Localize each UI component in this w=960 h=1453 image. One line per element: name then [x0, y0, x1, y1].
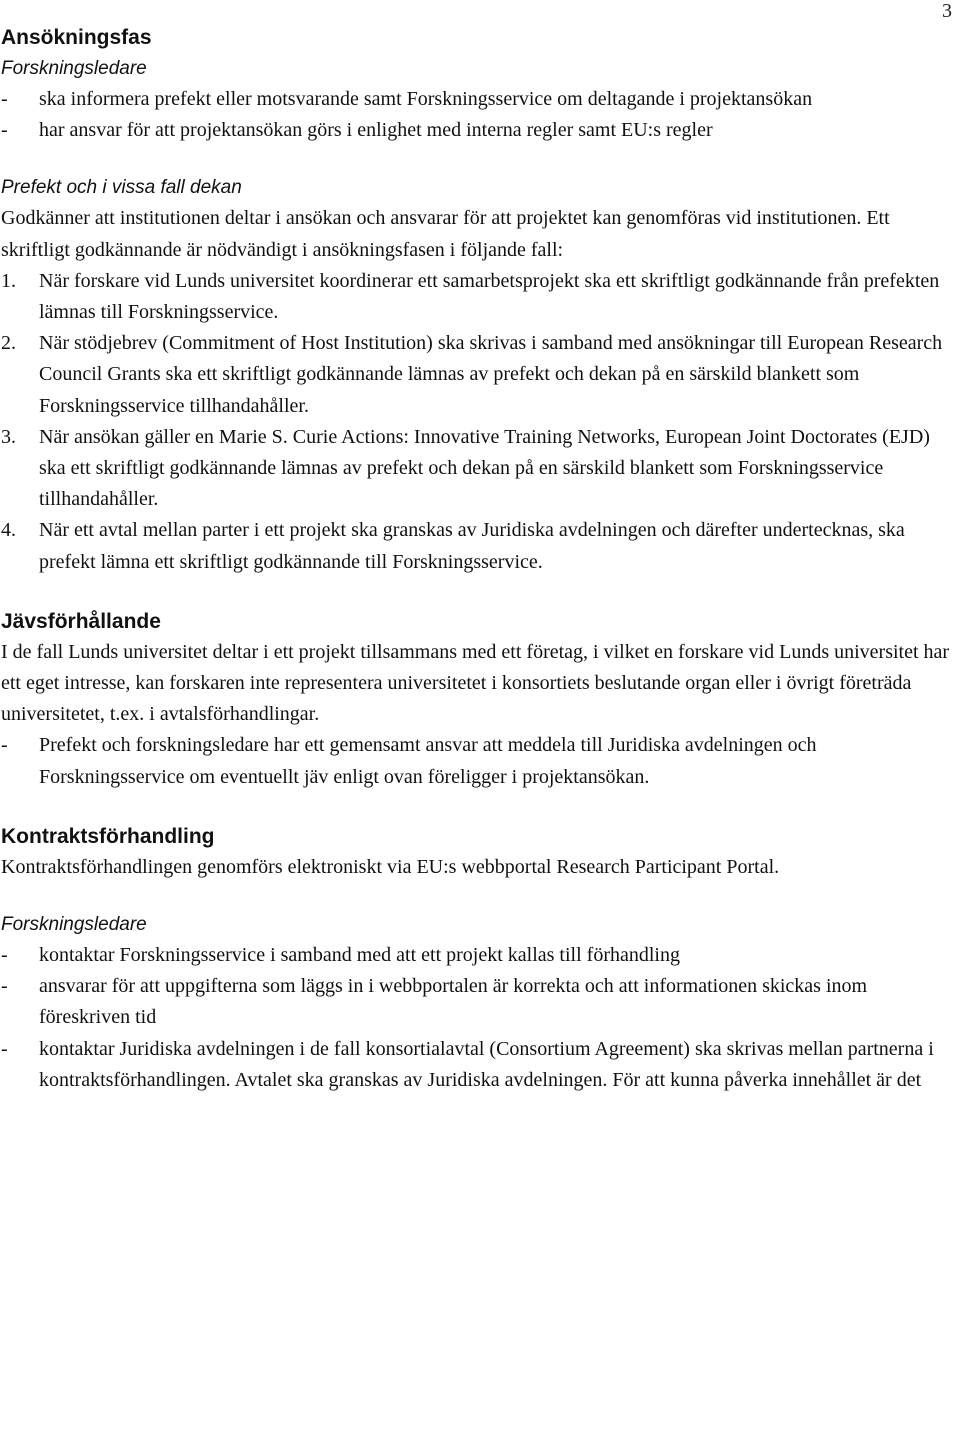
section-ansokningsfas [1, 22, 951, 578]
page-number: 3 [942, 0, 952, 22]
list-item-text: Prefekt och forskningsledare har ett gemensamt ansvar att meddela till Juridiska avdelningen och Forskningsservice om eventuellt jäv enligt ovan föreligger i projektansökan. [39, 734, 817, 788]
list-item [1, 940, 951, 971]
subheading-prefekt: Prefekt och i vissa fall dekan [1, 177, 242, 199]
list-item-text: kontaktar Forskningsservice i samband med att ett projekt kallas till förhandling [39, 944, 680, 967]
list-marker: - [1, 734, 8, 757]
paragraph: I de fall Lunds universitet deltar i ett projekt tillsammans med ett företag, i vilket en forskare vid Lunds universitet har ett eget intresse, kan forskaren inte representera universitetet i konsortiets beslutande organ eller i övrigt företräda universitetet, t.ex. i avtalsförhandlingar. [1, 640, 950, 726]
paragraph: Godkänner att institutionen deltar i ansökan och ansvarar för att projektet kan genomföras vid institutionen. Ett skriftligt godkännande är nödvändigt i ansökningsfasen i följande fall: [1, 207, 890, 261]
list-marker: - [1, 1037, 8, 1060]
numbered-item [1, 266, 951, 328]
list-item-text: kontaktar Juridiska avdelningen i de fall konsortialavtal (Consortium Agreement) ska skrivas mellan partnerna i kontraktsförhandlingen. Avtalet ska granskas av Juridiska avdelningen. För att kunna påverka innehållet är det [39, 1037, 934, 1091]
section-title: Kontraktsförhandling [1, 824, 215, 848]
section-kontraktsforhandling [1, 821, 951, 1096]
list-item [1, 971, 951, 1033]
list-item-text: När ansökan gäller en Marie S. Curie Actions: Innovative Training Networks, European Joint Doctorates (EJD) ska ett skriftligt godkännande lämnas av prefekt och dekan på en särskild blankett som Forskningsservice tillhandahåller. [39, 425, 930, 511]
numbered-item [1, 422, 951, 516]
document-body [1, 22, 951, 1096]
list-number: 3. [1, 425, 16, 448]
list-item-text: ska informera prefekt eller motsvarande samt Forskningsservice om deltagande i projektansökan [39, 88, 813, 110]
list-marker: - [1, 119, 8, 142]
list-item [1, 730, 951, 792]
section-title: Ansökningsfas [1, 26, 152, 49]
list-number: 4. [1, 519, 16, 542]
section-title: Jävsförhållande [1, 609, 161, 633]
list-item [1, 115, 951, 146]
list-item-text: När stödjebrev (Commitment of Host Institution) ska skrivas i samband med ansökningar till European Research Council Grants ska ett skriftligt godkännande lämnas av prefekt och dekan på en särskild blankett som Forskningsservice tillhandahåller. [39, 332, 943, 417]
list-item-text: När ett avtal mellan parter i ett projekt ska granskas av Juridiska avdelningen och därefter undertecknas, ska prefekt lämna ett skriftligt godkännande till Forskningsservice. [39, 519, 905, 573]
list-marker: - [1, 975, 8, 998]
subheading-forskningsledare: Forskningsledare [1, 58, 147, 79]
list-item-text: har ansvar för att projektansökan görs i enlighet med interna regler samt EU:s regler [39, 119, 713, 142]
section-javsforhallande [1, 606, 951, 793]
subheading-forskningsledare: Forskningsledare [1, 914, 147, 936]
paragraph: Kontraktsförhandlingen genomförs elektroniskt via EU:s webbportal Research Participant Portal. [1, 855, 780, 878]
list-item-text: ansvarar för att uppgifterna som läggs in i webbportalen är korrekta och att informationen skickas inom föreskriven tid [39, 975, 868, 1029]
numbered-item [1, 515, 951, 577]
list-number: 2. [1, 332, 16, 355]
list-marker: - [1, 944, 8, 967]
list-item-text: När forskare vid Lunds universitet koordinerar ett samarbetsprojekt ska ett skriftligt godkännande från prefekten lämnas till Forskningsservice. [39, 269, 940, 324]
numbered-item [1, 328, 951, 422]
list-marker: - [1, 88, 8, 110]
list-item [1, 84, 951, 115]
list-number: 1. [1, 269, 16, 292]
list-item [1, 1034, 951, 1096]
